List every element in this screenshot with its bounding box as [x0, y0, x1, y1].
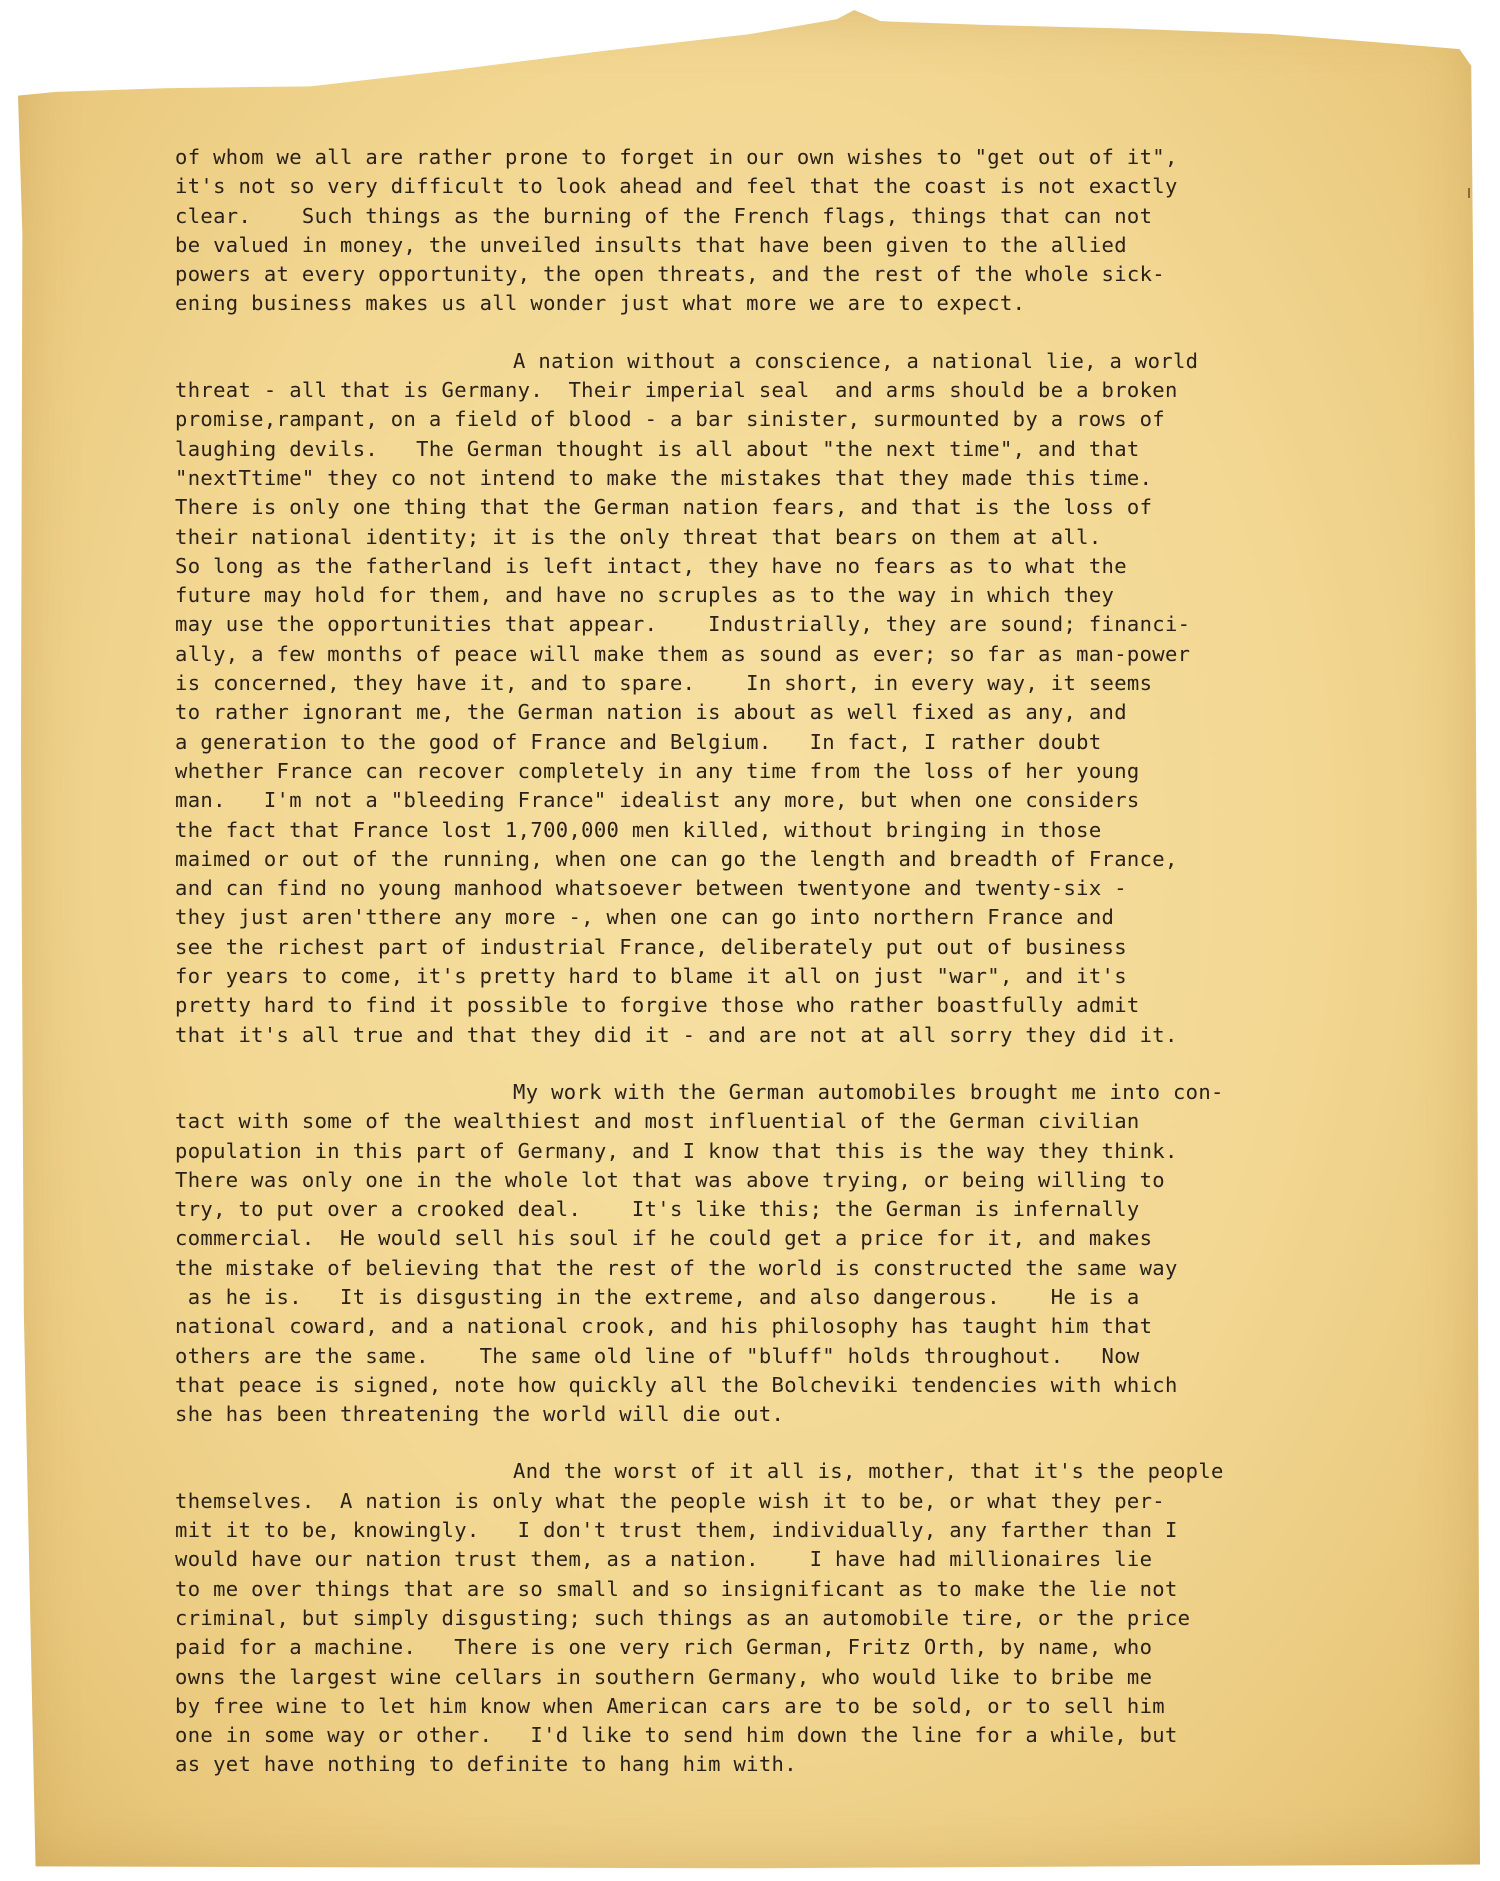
- text-line: A nation without a conscience, a national lie, a world: [513, 348, 1199, 373]
- text-line: My work with the German automobiles brought me into con-: [513, 1079, 1224, 1104]
- text-line: to me over things that are so small and so insignificant as to make the lie not: [175, 1576, 1178, 1601]
- text-line: it's not so very difficult to look ahead and feel that the coast is not exactly: [175, 174, 1178, 199]
- text-line: criminal, but simply disgusting; such things as an automobile tire, or the price: [175, 1605, 1191, 1630]
- text-line: maimed or out of the running, when one can go the length and breadth of France,: [175, 846, 1178, 871]
- text-line: be valued in money, the unveiled insults that have been given to the allied: [175, 232, 1127, 257]
- text-line: others are the same. The same old line of "bluff" holds throughout. Now: [175, 1343, 1140, 1368]
- text-line: that peace is signed, note how quickly all the Bolcheviki tendencies with which: [175, 1372, 1178, 1397]
- paragraph: [175, 1078, 1355, 1430]
- text-line: "nextTtime" they co not intend to make the mistakes that they made this time.: [175, 465, 1153, 490]
- text-line: whether France can recover completely in any time from the loss of her young: [175, 758, 1140, 783]
- text-line: their national identity; it is the only threat that bears on them at all.: [175, 524, 1102, 549]
- text-line: clear. Such things as the burning of the French flags, things that can not: [175, 203, 1153, 228]
- text-line: may use the opportunities that appear. Industrially, they are sound; financi-: [175, 612, 1191, 637]
- text-line: owns the largest wine cellars in southern Germany, who would like to bribe me: [175, 1664, 1153, 1689]
- text-line: and can find no young manhood whatsoever between twentyone and twenty-six -: [175, 876, 1127, 901]
- text-line: pretty hard to find it possible to forgive those who rather boastfully admit: [175, 993, 1140, 1018]
- text-line: by free wine to let him know when American cars are to be sold, or to sell him: [175, 1693, 1165, 1718]
- text-line: that it's all true and that they did it - and are not at all sorry they did it.: [175, 1022, 1178, 1047]
- text-line: mit it to be, knowingly. I don't trust them, individually, any farther than I: [175, 1518, 1178, 1543]
- text-line: population in this part of Germany, and I know that this is the way they think.: [175, 1138, 1178, 1163]
- text-line: ening business makes us all wonder just what more we are to expect.: [175, 291, 1026, 316]
- text-line: laughing devils. The German thought is all about "the next time", and that: [175, 436, 1140, 461]
- text-line: see the richest part of industrial France, deliberately put out of business: [175, 934, 1127, 959]
- text-line: powers at every opportunity, the open threats, and the rest of the whole sick-: [175, 262, 1165, 287]
- text-line: one in some way or other. I'd like to send him down the line for a while, but: [175, 1723, 1178, 1748]
- text-line: for years to come, it's pretty hard to blame it all on just "war", and it's: [175, 964, 1127, 989]
- margin-mark: [1468, 188, 1470, 198]
- text-line: There is only one thing that the German nation fears, and that is the loss of: [175, 495, 1153, 520]
- text-line: is concerned, they have it, and to spare. In short, in every way, it seems: [175, 671, 1153, 696]
- text-line: future may hold for them, and have no scruples as to the way in which they: [175, 583, 1115, 608]
- text-line: the mistake of believing that the rest of the world is constructed the same way: [175, 1255, 1178, 1280]
- text-line: threat - all that is Germany. Their imperial seal and arms should be a broken: [175, 378, 1178, 403]
- text-line: the fact that France lost 1,700,000 men killed, without bringing in those: [175, 817, 1102, 842]
- text-line: as he is. It is disgusting in the extreme, and also dangerous. He is a: [175, 1284, 1140, 1309]
- text-line: There was only one in the whole lot that was above trying, or being willing to: [175, 1167, 1165, 1192]
- text-line: themselves. A nation is only what the people wish it to be, or what they per-: [175, 1488, 1165, 1513]
- text-line: as yet have nothing to definite to hang him with.: [175, 1752, 797, 1777]
- text-line: man. I'm not a "bleeding France" idealist any more, but when one considers: [175, 788, 1140, 813]
- text-line: And the worst of it all is, mother, that it's the people: [513, 1459, 1224, 1484]
- text-line: commercial. He would sell his soul if he could get a price for it, and makes: [175, 1226, 1153, 1251]
- letter-body: [175, 143, 1355, 1808]
- text-line: ally, a few months of peace will make them as sound as ever; so far as man-power: [175, 641, 1191, 666]
- text-line: tact with some of the wealthiest and most influential of the German civilian: [175, 1109, 1140, 1134]
- text-line: would have our nation trust them, as a nation. I have had millionaires lie: [175, 1547, 1153, 1572]
- text-line: a generation to the good of France and Belgium. In fact, I rather doubt: [175, 729, 1102, 754]
- text-line: try, to put over a crooked deal. It's like this; the German is infernally: [175, 1197, 1140, 1222]
- paragraph: [175, 143, 1355, 319]
- text-line: to rather ignorant me, the German nation is about as well fixed as any, and: [175, 700, 1127, 725]
- text-line: she has been threatening the world will die out.: [175, 1402, 785, 1427]
- text-line: paid for a machine. There is one very rich German, Fritz Orth, by name, who: [175, 1635, 1153, 1660]
- text-line: promise,rampant, on a field of blood - a bar sinister, surmounted by a rows of: [175, 407, 1165, 432]
- text-line: of whom we all are rather prone to forget in our own wishes to "get out of it",: [175, 145, 1178, 169]
- paragraph: [175, 347, 1355, 1050]
- paragraph: [175, 1457, 1355, 1779]
- text-line: national coward, and a national crook, and his philosophy has taught him that: [175, 1314, 1153, 1339]
- text-line: they just aren'tthere any more -, when one can go into northern France and: [175, 905, 1115, 930]
- text-line: So long as the fatherland is left intact, they have no fears as to what the: [175, 553, 1127, 578]
